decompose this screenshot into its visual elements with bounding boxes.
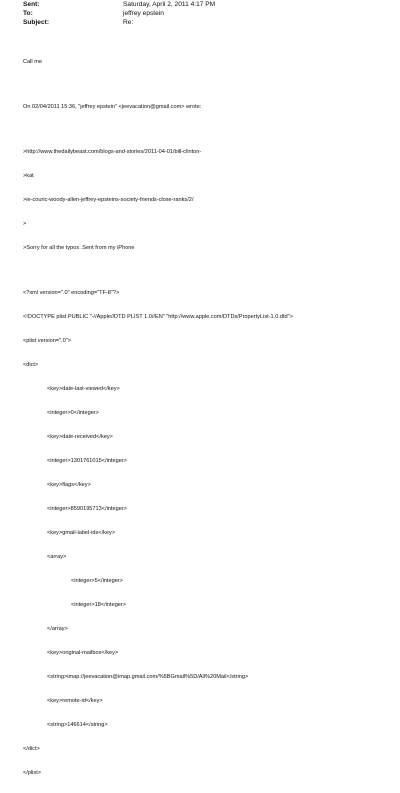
to-row bbox=[23, 9, 383, 18]
greeting-line: Call me bbox=[23, 59, 42, 65]
quote-intro-line: On 02/04/2011 15:36, "jeffrey epstein" <jeevacation@gmail.com> wrote: bbox=[23, 104, 202, 110]
plist-close: </plist> bbox=[23, 770, 42, 776]
plist-open: <plist version=".0"> bbox=[23, 338, 71, 344]
quoted-sorry-line: >Sorry for all the typos .Sent from my iPhone bbox=[23, 245, 135, 251]
array-item: <integer>18</integer> bbox=[71, 602, 127, 608]
array-item: <integer>5</integer> bbox=[71, 578, 123, 584]
quoted-link-line: >ie-couric-woody-allen-jeffrey-epsteins-society-friends-close-ranks/2/ bbox=[23, 197, 194, 203]
subject-label: Subject: bbox=[23, 19, 50, 26]
plist-value: <integer>1301761015</integer> bbox=[47, 458, 127, 464]
doctype-line: <!DOCTYPE plist PUBLIC "-//Apple//DTD PLIST 1.0//EN" "http://www.apple.com/DTDs/PropertyList-1.0.dtd"> bbox=[23, 314, 293, 320]
quoted-link-line: >kat bbox=[23, 173, 34, 179]
plist-value: <string>146614</string> bbox=[47, 722, 108, 728]
email-body bbox=[23, 42, 393, 793]
plist-key: <key>gmail-label-ids</key> bbox=[47, 530, 116, 536]
plist-key: <key>remote-id</key> bbox=[47, 698, 103, 704]
plist-value: <integer>8590195713</integer> bbox=[47, 506, 127, 512]
email-header bbox=[23, 0, 383, 27]
quoted-link-line: >http://www.thedailybeast.com/blogs-and-stories/2011-04-01/bill-clinton- bbox=[23, 149, 202, 155]
to-label: To: bbox=[23, 10, 33, 17]
subject-row bbox=[23, 18, 383, 27]
dict-open: <dict> bbox=[23, 362, 39, 368]
sent-label: Sent: bbox=[23, 1, 40, 8]
plist-key: <key>original-mailbox</key> bbox=[47, 650, 119, 656]
quoted-link-line: > bbox=[23, 221, 27, 227]
array-close: </array> bbox=[47, 626, 68, 632]
plist-value: <string>imap://jeevacation@imap.gmail.com/%5BGmail%5D/All%20Mail</string> bbox=[47, 674, 249, 680]
plist-key: <key>flags</key> bbox=[47, 482, 91, 488]
array-open: <array> bbox=[47, 554, 67, 560]
to-value: jeffrey epstein bbox=[123, 10, 164, 17]
dict-close: </dict> bbox=[23, 746, 40, 752]
sent-row bbox=[23, 0, 383, 9]
subject-value: Re: bbox=[123, 19, 134, 26]
plist-key: <key>date-received</key> bbox=[47, 434, 113, 440]
xml-declaration: <?xml version=".0" encoding="TF-8"?> bbox=[23, 290, 120, 296]
plist-value: <integer>0</integer> bbox=[47, 410, 99, 416]
plist-key: <key>date-last-viewed</key> bbox=[47, 386, 120, 392]
sent-value: Saturday, April 2, 2011 4:17 PM bbox=[123, 1, 216, 8]
